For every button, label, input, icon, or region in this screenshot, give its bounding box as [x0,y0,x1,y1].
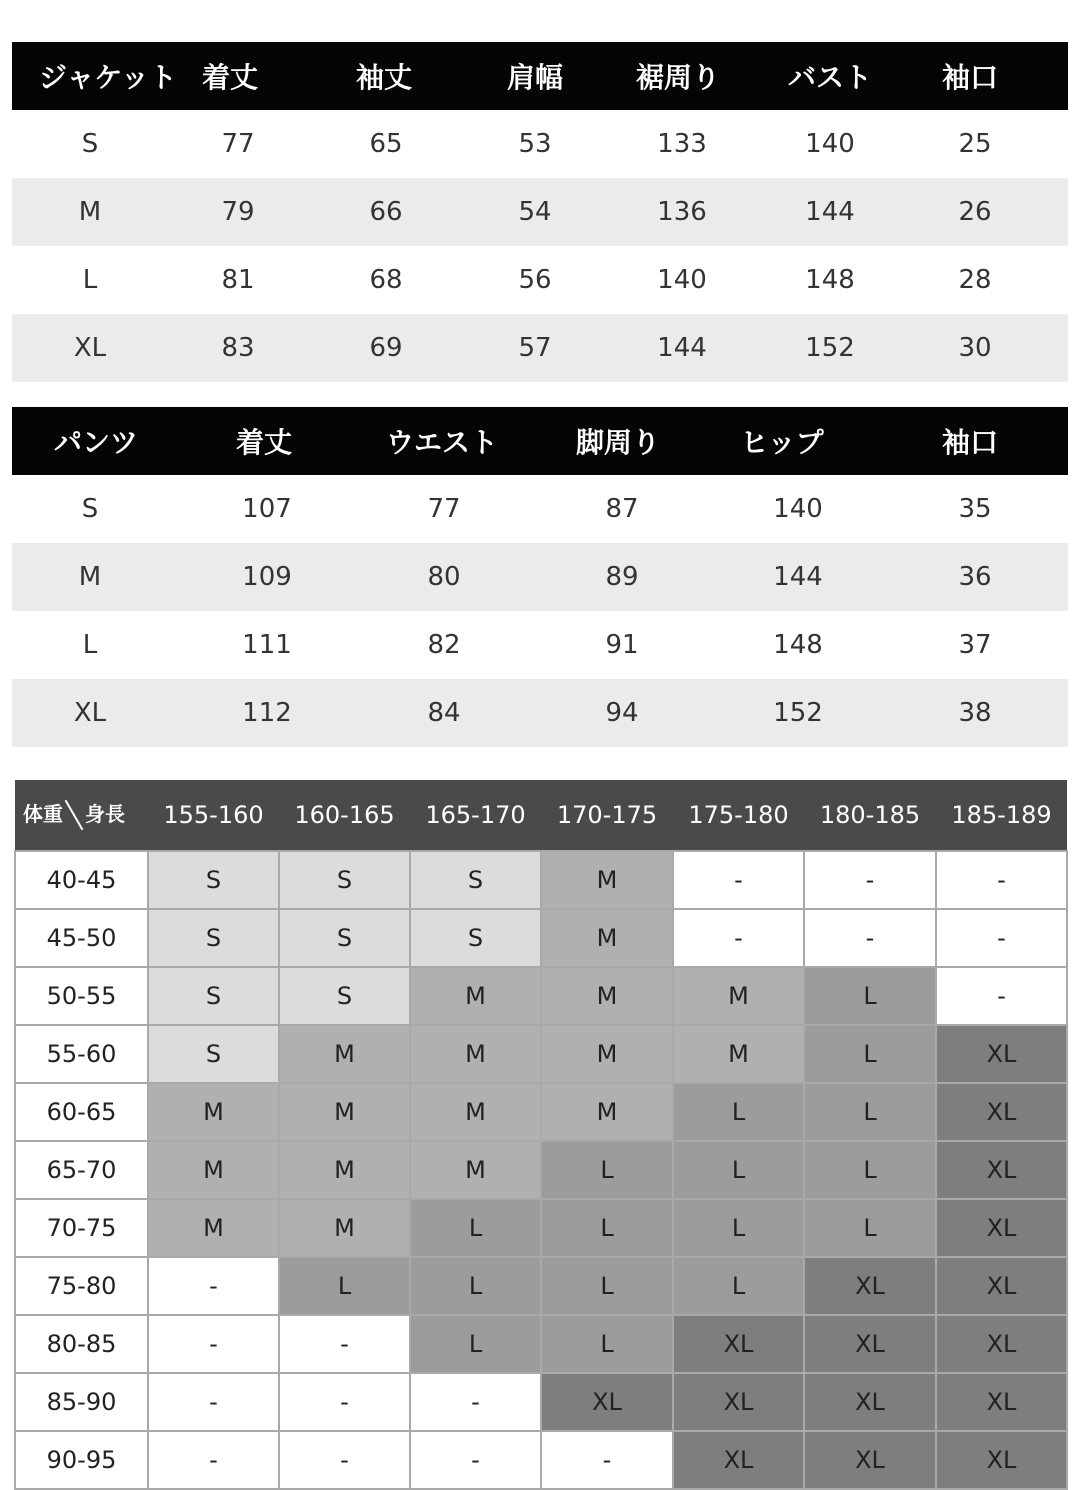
weight-label: 体重 [23,801,63,826]
size-cell: XL [804,1431,936,1489]
measurement-cell: 140 [805,129,855,159]
measurement-cell: 152 [773,698,823,728]
size-cell: - [804,851,936,909]
size-cell: - [148,1257,279,1315]
pants-size-table [12,407,1068,747]
measurement-cell: 81 [221,265,255,295]
size-cell: M [673,1025,804,1083]
measurement-cell: 77 [221,129,255,159]
jacket-title: ジャケット [38,61,178,94]
measurement-cell: 37 [958,630,992,660]
size-cell: - [148,1373,279,1431]
size-cell: L [804,1141,936,1199]
measurement-cell: 84 [427,698,461,728]
measurement-cell: 53 [518,129,552,159]
size-cell: XL [673,1373,804,1431]
measurement-cell: 68 [369,265,403,295]
weight-range-label: 50-55 [15,967,148,1025]
size-cell: - [936,909,1067,967]
size-guide-row [15,851,1067,909]
size-cell: S [279,909,410,967]
height-range-header: 160-165 [279,780,410,851]
size-cell: - [936,851,1067,909]
size-guide-row [15,1257,1067,1315]
size-cell: L [804,1025,936,1083]
size-label: L [82,630,98,660]
measurement-cell: 79 [221,197,255,227]
measurement-cell: 77 [427,494,461,524]
weight-range-label: 80-85 [15,1315,148,1373]
measurement-cell: 82 [427,630,461,660]
height-label: 身長 [85,801,125,826]
header-length: 着丈 [235,426,293,459]
size-cell: L [541,1257,673,1315]
size-cell: XL [541,1373,673,1431]
measurement-cell: 87 [605,494,639,524]
weight-range-label: 90-95 [15,1431,148,1489]
size-cell: L [804,967,936,1025]
size-cell: XL [673,1315,804,1373]
size-cell: XL [936,1315,1067,1373]
size-guide-header-row [15,780,1067,851]
size-label: S [81,129,99,159]
size-cell: L [673,1199,804,1257]
size-cell: XL [936,1025,1067,1083]
jacket-row [12,110,1068,178]
size-cell: S [148,909,279,967]
measurement-cell: 136 [657,197,707,227]
size-cell: M [410,1083,541,1141]
size-cell: - [148,1431,279,1489]
height-range-header: 185-189 [936,780,1067,851]
size-cell: XL [804,1315,936,1373]
jacket-row [12,246,1068,314]
measurement-cell: 80 [427,562,461,592]
measurement-cell: 152 [805,333,855,363]
size-cell: L [410,1315,541,1373]
size-cell: L [673,1141,804,1199]
size-cell: M [673,967,804,1025]
measurement-cell: 112 [242,698,292,728]
weight-range-label: 65-70 [15,1141,148,1199]
measurement-cell: 25 [958,129,992,159]
header-leg-circumference: 脚周り [575,426,661,459]
size-label: XL [73,333,107,363]
size-cell: L [541,1141,673,1199]
weight-range-label: 60-65 [15,1083,148,1141]
size-cell: - [279,1431,410,1489]
size-cell: XL [936,1257,1067,1315]
size-cell: XL [936,1199,1067,1257]
size-guide-row [15,1141,1067,1199]
pants-row [12,543,1068,611]
size-cell: S [148,967,279,1025]
measurement-cell: 38 [958,698,992,728]
height-range-header: 155-160 [148,780,279,851]
size-label: M [78,562,102,592]
jacket-header-row [12,42,1068,110]
slash-divider [65,800,84,830]
measurement-cell: 148 [773,630,823,660]
size-cell: L [804,1199,936,1257]
size-cell: - [148,1315,279,1373]
size-cell: L [541,1315,673,1373]
size-guide-row [15,1083,1067,1141]
measurement-cell: 65 [369,129,403,159]
pants-header-row [12,407,1068,475]
pants-row [12,611,1068,679]
measurement-cell: 107 [242,494,292,524]
measurement-cell: 89 [605,562,639,592]
size-cell: M [541,909,673,967]
size-cell: XL [804,1257,936,1315]
measurement-cell: 140 [773,494,823,524]
size-guide-row [15,1199,1067,1257]
size-guide-row [15,967,1067,1025]
size-cell: XL [804,1373,936,1431]
measurement-cell: 26 [958,197,992,227]
size-cell: - [673,909,804,967]
measurement-cell: 36 [958,562,992,592]
header-cuff: 袖口 [941,61,999,94]
size-cell: - [936,967,1067,1025]
measurement-cell: 133 [657,129,707,159]
size-guide-row [15,1431,1067,1489]
size-cell: XL [936,1431,1067,1489]
header-shoulder-width: 肩幅 [506,61,564,94]
size-cell: M [148,1199,279,1257]
header-sleeve-length: 袖丈 [355,61,413,94]
size-cell: M [410,1025,541,1083]
size-label: S [81,494,99,524]
size-cell: S [410,851,541,909]
jacket-size-table [12,42,1068,382]
size-label: L [82,265,98,295]
measurement-cell: 111 [242,630,292,660]
header-hip: ヒップ [740,426,824,459]
measurement-cell: 148 [805,265,855,295]
measurement-cell: 30 [958,333,992,363]
size-guide [14,780,1066,1490]
measurement-cell: 140 [657,265,707,295]
size-cell: S [148,851,279,909]
header-bust: バスト [787,61,873,94]
size-label: XL [73,698,107,728]
header-length: 着丈 [201,61,259,94]
size-cell: - [410,1373,541,1431]
header-cuff: 袖口 [941,426,999,459]
height-range-header: 165-170 [410,780,541,851]
measurement-cell: 57 [518,333,552,363]
size-cell: M [279,1025,410,1083]
size-guide-row [15,1315,1067,1373]
size-cell: M [410,1141,541,1199]
size-cell: L [410,1199,541,1257]
size-cell: - [673,851,804,909]
measurement-cell: 144 [657,333,707,363]
size-cell: L [673,1257,804,1315]
size-guide-row [15,1373,1067,1431]
weight-range-label: 85-90 [15,1373,148,1431]
size-cell: XL [936,1083,1067,1141]
height-range-header: 180-185 [804,780,936,851]
jacket-row [12,314,1068,382]
size-label: M [78,197,102,227]
measurement-cell: 109 [242,562,292,592]
measurement-cell: 56 [518,265,552,295]
size-cell: L [541,1199,673,1257]
size-cell: M [148,1083,279,1141]
measurement-cell: 28 [958,265,992,295]
size-cell: - [541,1431,673,1489]
size-cell: M [279,1083,410,1141]
size-guide-row [15,909,1067,967]
pants-row [12,475,1068,543]
size-cell: S [410,909,541,967]
height-range-header: 170-175 [541,780,673,851]
jacket-row [12,178,1068,246]
measurement-cell: 66 [369,197,403,227]
size-cell: M [279,1199,410,1257]
size-cell: XL [673,1431,804,1489]
size-cell: - [804,909,936,967]
weight-range-label: 55-60 [15,1025,148,1083]
size-cell: L [673,1083,804,1141]
size-cell: XL [936,1141,1067,1199]
size-cell: M [279,1141,410,1199]
pants-row [12,679,1068,747]
weight-range-label: 75-80 [15,1257,148,1315]
size-cell: L [410,1257,541,1315]
measurement-cell: 91 [605,630,639,660]
header-hem: 裾周り [635,61,721,94]
size-cell: M [541,967,673,1025]
height-range-header: 175-180 [673,780,804,851]
size-guide-row [15,1025,1067,1083]
size-cell: M [541,1025,673,1083]
size-cell: - [279,1315,410,1373]
weight-range-label: 70-75 [15,1199,148,1257]
size-cell: S [148,1025,279,1083]
pants-title: パンツ [53,426,139,459]
measurement-cell: 69 [369,333,403,363]
corner-label [15,780,148,851]
size-cell: S [279,967,410,1025]
header-waist: ウエスト [385,426,499,459]
size-cell: - [410,1431,541,1489]
size-cell: L [279,1257,410,1315]
size-cell: - [279,1373,410,1431]
measurement-cell: 94 [605,698,639,728]
measurement-cell: 83 [221,333,255,363]
size-cell: M [541,1083,673,1141]
size-cell: M [541,851,673,909]
size-cell: M [410,967,541,1025]
size-cell: L [804,1083,936,1141]
size-cell: S [279,851,410,909]
weight-range-label: 45-50 [15,909,148,967]
size-cell: XL [936,1373,1067,1431]
size-cell: M [148,1141,279,1199]
size-guide-table [14,780,1068,1490]
measurement-cell: 144 [773,562,823,592]
measurement-cell: 144 [805,197,855,227]
measurement-cell: 54 [518,197,552,227]
weight-range-label: 40-45 [15,851,148,909]
measurement-cell: 35 [958,494,992,524]
